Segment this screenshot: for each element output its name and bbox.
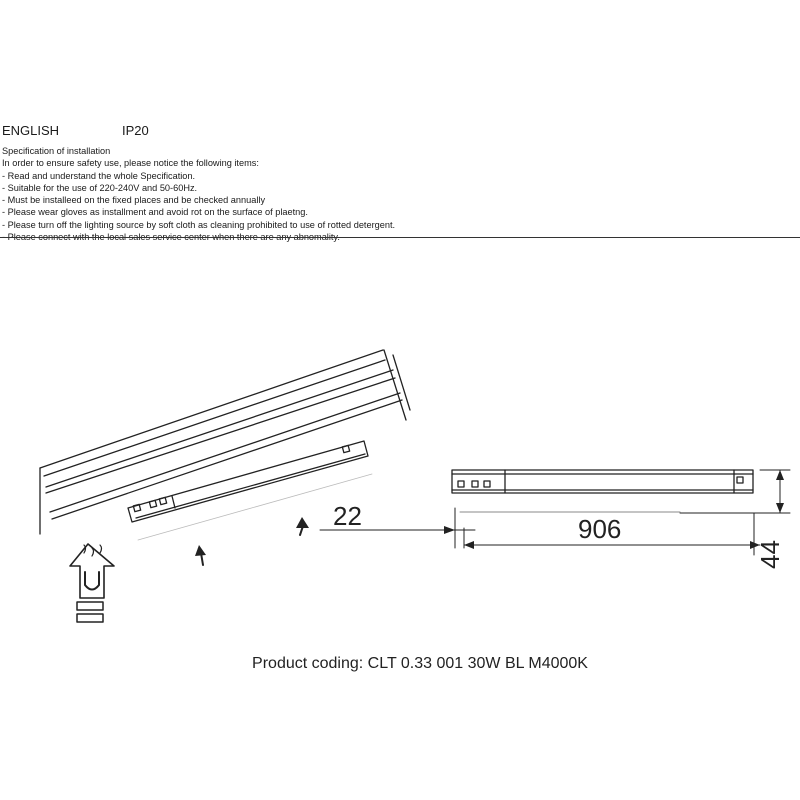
spec-title: Specification of installation bbox=[2, 146, 111, 156]
spec-line: - Must be installeed on the fixed places and be checked annually bbox=[2, 195, 266, 206]
ip-rating: IP20 bbox=[122, 123, 149, 138]
spec-line: - Suitable for the use of 220-240V and 50-60Hz. bbox=[2, 182, 198, 193]
luminaire-side-view bbox=[452, 470, 753, 493]
height-dimension: 44 bbox=[755, 540, 785, 569]
product-coding: Product coding: CLT 0.33 001 30W BL M4000K bbox=[252, 655, 588, 672]
language-label: ENGLISH bbox=[2, 123, 60, 138]
arrowhead bbox=[464, 541, 474, 549]
spec-line: - Please wear gloves as installment and avoid rot on the surface of plaetng. bbox=[2, 207, 308, 218]
spec-line: In order to ensure safety use, please notice the following items: bbox=[2, 158, 259, 169]
offset-dimension: 22 bbox=[333, 501, 362, 531]
arrowhead bbox=[776, 470, 784, 480]
arrowhead bbox=[776, 503, 784, 513]
magnet-icon bbox=[70, 544, 114, 622]
spec-line: - Read and understand the whole Specification. bbox=[2, 170, 196, 181]
arrowhead bbox=[444, 526, 455, 534]
dimension-lines bbox=[320, 470, 790, 555]
length-dimension: 906 bbox=[578, 514, 622, 544]
spec-line: - Please connect with the local sales service center when there are any abnomality. bbox=[2, 232, 340, 243]
spec-line: - Please turn off the lighting source by soft cloth as cleaning prohibited to use of rotted detergent. bbox=[2, 219, 396, 230]
